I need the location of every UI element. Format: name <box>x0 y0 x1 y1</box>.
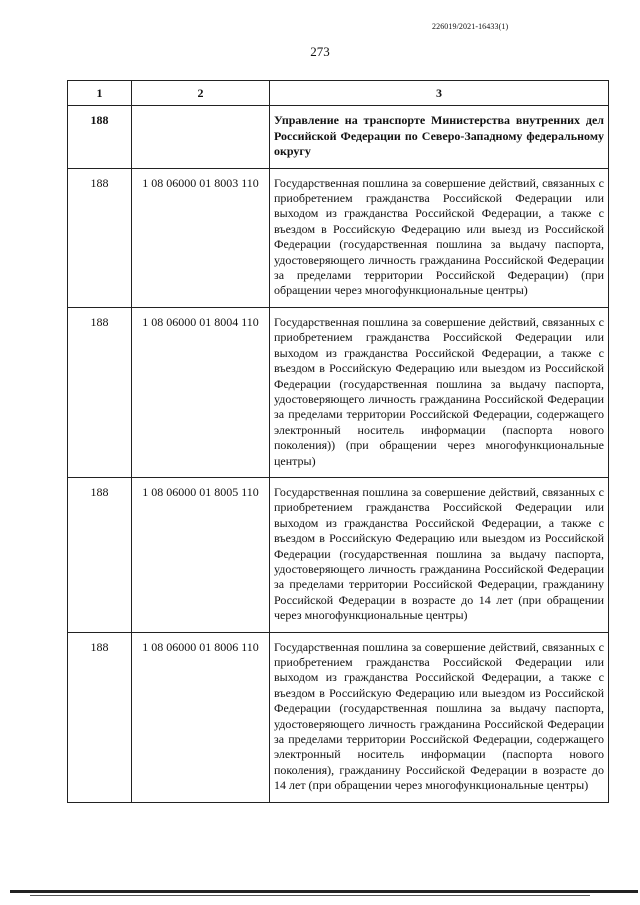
table-row <box>68 477 609 632</box>
table-row <box>68 168 609 307</box>
admin-code-cell: 188 <box>68 106 132 168</box>
fee-code-table <box>67 80 609 803</box>
budget-code-cell: 1 08 06000 01 8005 110 <box>132 477 270 632</box>
page-number: 273 <box>310 44 330 59</box>
document-id: 226019/2021-16433(1) <box>432 22 509 31</box>
table-header-row <box>68 81 609 106</box>
description-cell: Государственная пошлина за совершение действий, связанных с приобретением гражданства Российской Федерации или выходом из гражданства Российской Федерации, а также с въездом в Российскую Федерацию или выезд из Российской Федерации (государственная пошлина за выдачу паспорта, удостоверяющего личность гражданина Российской Федерации за пределами территории Российской Федерации) (при обращении через многофункциональные центры) <box>270 168 609 307</box>
column-header-1: 1 <box>68 81 132 106</box>
admin-code-cell: 188 <box>68 307 132 477</box>
budget-code-cell <box>132 106 270 168</box>
scan-edge-divider <box>10 890 638 893</box>
admin-code-cell: 188 <box>68 168 132 307</box>
description-cell: Государственная пошлина за совершение действий, связанных с приобретением гражданства Российской Федерации или выходом из гражданства Российской Федерации, а также с въездом в Российскую Федерацию или выездом из Российской Федерации (государственная пошлина за выдачу паспорта, удостоверяющего личность гражданина Российской Федерации за пределами территории Российской Федерации, содержащего электронный носитель информации (паспорта нового поколения)) (при обращении через многофункциональные центры) <box>270 307 609 477</box>
description-cell: Управление на транспорте Министерства внутренних дел Российской Федерации по Северо-Западному федеральному округу <box>270 106 609 168</box>
admin-code-cell: 188 <box>68 632 132 802</box>
budget-code-cell: 1 08 06000 01 8004 110 <box>132 307 270 477</box>
description-cell: Государственная пошлина за совершение действий, связанных с приобретением гражданства Российской Федерации или выходом из гражданства Российской Федерации, а также с въездом в Российскую Федерацию или выездом из Российской Федерации (государственная пошлина за выдачу паспорта, удостоверяющего личность гражданина Российской Федерации за пределами территории Российской Федерации, гражданину Российской Федерации в возрасте до 14 лет (при обращении через многофункциональные центры) <box>270 477 609 632</box>
description-cell: Государственная пошлина за совершение действий, связанных с приобретением гражданства Российской Федерации или выходом из гражданства Российской Федерации, а также с въездом в Российскую Федерацию или выездом из Российской Федерации (государственная пошлина за выдачу паспорта, удостоверяющего личность гражданина Российской Федерации за пределами территории Российской Федерации, содержащего электронный носитель информации (паспорта нового поколения), гражданину Российской Федерации в возрасте до 14 лет (при обращении через многофункциональные центры) <box>270 632 609 802</box>
column-header-3: 3 <box>270 81 609 106</box>
budget-code-cell: 1 08 06000 01 8003 110 <box>132 168 270 307</box>
admin-code-cell: 188 <box>68 477 132 632</box>
column-header-2: 2 <box>132 81 270 106</box>
scan-edge-divider-thin <box>30 895 590 896</box>
table-row <box>68 632 609 802</box>
budget-code-cell: 1 08 06000 01 8006 110 <box>132 632 270 802</box>
table-row <box>68 106 609 168</box>
table-row <box>68 307 609 477</box>
